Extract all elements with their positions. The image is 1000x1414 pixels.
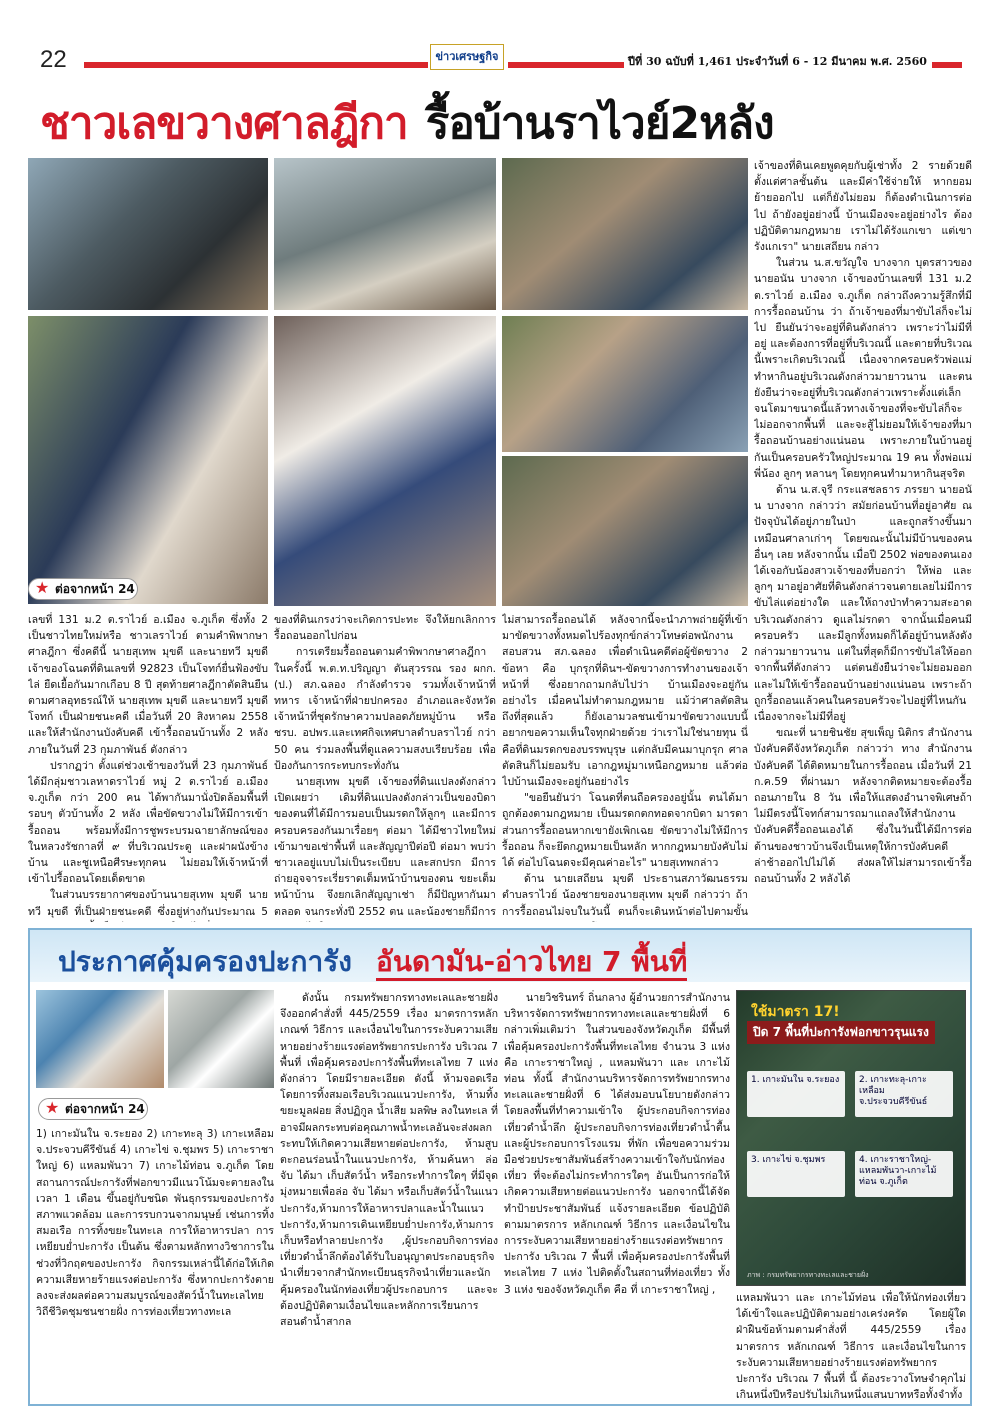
header-rule-left <box>84 62 428 68</box>
coral-column-3 <box>504 990 730 1400</box>
photo-officials-document <box>28 158 268 310</box>
article-paragraph: 1) เกาะมันใน จ.ระยอง 2) เกาะทะลุ 3) เกาะเหลือม จ.ประจวบคีรีขันธ์ 4) เกาะไข่ จ.ชุมพร 5) เกาะราชาใหญ่ 6) แหลมพันวา 7) เกาะไม้ท่อน จ.ภูเก็ต โดยสถานการณ์ปะการังที่ฟอกขาวมีแนวโน้มจะตายลงในเวลา 1 เดือน ขึ้นอยู่กับชนิด พันธุกรรมของปะการัง สภาพแวดล้อม และการรบกวนจากมนุษย์ เช่นการทิ้งสมอเรือ การทิ้งขยะในทะเล การให้อาหารปลา การเหยียบย่ำปะการัง เป็นต้น ซึ่งตามหลักทางวิชาการในช่วงที่วิกฤตของปะการัง กิจกรรมเหล่านี้ได้ก่อให้เกิดความเสียหายร้ายแรงต่อปะการัง ซึ่งหากปะการังตายลงจะส่งผลต่อความสมบูรณ์ของสัตว์น้ำในทะเลไทย วิถีชีวิตชุมชนชายฝั่ง การท่องเที่ยวทางทะเล <box>36 1128 274 1319</box>
header-rule-right <box>932 62 962 68</box>
photo-crowd-gathering <box>502 316 748 452</box>
photo-tourists-boat <box>36 990 164 1088</box>
main-headline <box>40 88 970 152</box>
coral-box-title-2-text: อันดามัน-อ่าวไทย 7 พื้นที่ <box>376 945 687 981</box>
article-paragraph: ไม่สามารถรื้อถอนได้ หลังจากนี้จะนำภาพถ่ายผู้ที่เข้ามาขัดขวางทั้งหมดไปร้องทุกข์กล่าวโทษต่อพนักงานสอบสวน สภ.ฉลอง เพื่อดำเนินคดีต่อผู้ขัดขวาง 2 ข้อหา คือ บุกรุกที่ดินฯ-ขัดขวางการทำงานของเจ้าหน้าที่ ซึ่งอยากถามกลับไปว่า บ้านเมืองจะอยู่กันอย่างไร เมื่อคนไม่ทำตามกฎหมาย แม้ว่าศาลตัดสินถึงที่สุดแล้ว ก็ยังเอามวลชนเข้ามาขัดขวางแบบนี้ อยากขอความเห็นใจทุกฝ่ายด้วย ว่าเราไม่ใช่นายทุน นี่คือที่ดินมรดกของบรรพบุรุษ แต่กลับมีคนมาบุกรุก ศาลตัดสินก็ไม่ยอมรับ เอากฎหมู่มาเหนือกฎหมาย แล้วต่อไปบ้านเมืองจะอยู่กันอย่างไร <box>502 614 748 789</box>
poster-headline: ใช้มาตรา 17! <box>751 1004 840 1020</box>
photo-woman-portrait <box>502 158 748 310</box>
photo-officers-group <box>28 316 268 604</box>
page-header <box>0 0 1000 84</box>
coral-poster <box>736 990 966 1286</box>
article-paragraph: ด้าน นายเสถียน มุขดี ประธานสภาวัฒนธรรม ตำบลราไวย์ น้องชายของนายสุเทพ มุขดี กล่าวว่า ถ้าการรื้อถอนไม่จบในวันนี้ ตนก็จะเดินหน้าต่อไปตามขั้น <box>502 873 748 918</box>
header-rule-mid <box>508 62 624 68</box>
continued-label: ต่อจากหน้า 24 <box>55 582 135 596</box>
coral-column-2 <box>280 990 498 1400</box>
article-paragraph: ดังนั้น กรมทรัพยากรทางทะเลและชายฝั่ง จึงออกคำสั่งที่ 445/2559 เรื่อง มาตรการหลักเกณฑ์ วิธีการ และเงื่อนไขในการระงับความเสียหายอย่างร้ายแรงต่อทรัพยากรปะการัง บริเวณ 7 พื้นที่ เพื่อคุ้มครองปะการังพื้นที่ทะเลไทย 7 แห่ง ดังกล่าว โดยมีรายละเอียด ดังนี้ ห้ามจอดเรือโดยการทิ้งสมอเรือบริเวณแนวปะการัง, ห้ามทิ้งขยะมูลฝอย สิ่งปฏิกูล น้ำเสีย มลพิษ ลงในทะเล ที่อาจมีผลกระทบต่อคุณภาพน้ำทะเลอันจะส่งผลกระทบให้เกิดความเสียหายต่อปะการัง, ห้ามสูบตะกอนร่อนน้ำในแนวปะการัง, ห้ามค้นหา ล่อ จับ ได้มา เก็บสัตว์น้ำ หรือกระทำการใดๆ ที่มีจุดมุ่งหมายเพื่อล่อ จับ ได้มา หรือเก็บสัตว์น้ำในแนวปะการัง,ห้ามการให้อาหารปลาและน้ำในแนวปะการัง,ห้ามการเดินเหยียบย่ำปะการัง,ห้ามการเก็บหรือทำลายปะการัง ,ผู้ประกอบกิจการท่องเที่ยวดำน้ำลึกต้องได้รับใบอนุญาตประกอบธุรกิจนำเที่ยวจากสำนักทะเบียนธุรกิจนำเที่ยวและนักคุ้มครองในนักท่องเที่ยวผู้ประกอบการ และจะต้องปฏิบัติตามเงื่อนไขและหลักการเรียนการสอนดำน้ำสากล <box>280 992 498 1329</box>
star-icon: ★ <box>45 1098 60 1117</box>
article-paragraph: เลขที่ 131 ม.2 ต.ราไวย์ อ.เมือง จ.ภูเก็ต ซึ่งทั้ง 2 เป็นชาวไทยใหม่หรือ ชาวเลราไวย์ ตามคำพิพากษา ศาลฎีกา ซึ่งคดีนี้ นายสุเทพ มุขดี และนายทวี มุขดี เจ้าของโฉนดที่ดินเลขที่ 92823 เป็นโจทก์ยื่นฟ้องขับไล่ ยืดเยื้อกันมากเกือบ 8 ปี สุดท้ายศาลฎีกาตัดสินยืนตามศาลอุทธรณ์ให้ นายสุเทพ มุขดี และนายทวี มุขดี โจทก์ เป็นฝ่ายชนะคดี เมื่อวันที่ 20 สิงหาคม 2558 และให้สำนักงานบังคับคดี เข้ารื้อถอนบ้านทั้ง 2 หลังภายในวันที่ 23 กุมภาพันธ์ ดังกล่าว <box>28 614 268 756</box>
poster-subheadline: ปิด 7 พื้นที่ปะการังฟอกขาวรุนแรง <box>747 1021 935 1044</box>
article-paragraph: ขณะที่ นายชินชัย สุขเพ็ญ นิติกร สำนักงานบังคับคดีจังหวัดภูเก็ต กล่าวว่า ทาง สำนักงานบังคับคดี ได้ติดหมายในการรื้อถอน เมื่อวันที่ 21 ก.ค.59 ที่ผ่านมา หลังจากติดหมายจะต้องรื้อถอนภายใน 8 วัน เพื่อให้แสดงอำนาจพิเศษถ้าไม่มีตรงนี้โจทก์สามารถมาแถลงให้สำนักงานบังคับคดีรื้อถอนเองได้ ซึ่งในวันนี้ได้มีการต่อต้านของชาวบ้านจึงเป็นเหตุให้การบังคับคดีล่าช้าออกไปไม่ได้ ส่งผลให้ไม่สามารถเข้ารื้อถอนบ้านทั้ง 2 หลังได้ <box>754 727 972 885</box>
article-paragraph: เจ้าของที่ดินเคยพูดคุยกับผู้เช่าทั้ง 2 รายด้วยดีตั้งแต่ศาลชั้นต้น และมีค่าใช้จ่ายให้ หากยอมย้ายออกไป แต่ก็ยังไม่ยอม ก็ต้องดำเนินการต่อไป ถ้ายังอยู่อย่างนี้ บ้านเมืองจะอยู่อย่างไร ต้องปฏิบัติตามกฎหมาย เราไม่ได้รังแกเขา แต่เขารังแกเรา" นายเสถียน กล่าว <box>754 160 972 254</box>
headline-part1: ชาวเลขวางศาลฎีกา <box>40 98 408 149</box>
coral-column-4 <box>736 1290 966 1402</box>
headline-part2: รื้อบ้านราไวย์2หลัง <box>425 98 774 149</box>
article-column-2 <box>274 612 496 922</box>
poster-area-1: 1. เกาะมันใน จ.ระยอง <box>747 1071 845 1117</box>
article-column-1 <box>28 612 268 922</box>
poster-area-4: 4. เกาะราชาใหญ่-แหลมพันวา-เกาะไม้ท่อน จ.ภูเก็ต <box>855 1151 953 1197</box>
masthead-logo: ข่าวเศรษฐกิจ <box>430 44 504 70</box>
coral-column-1 <box>36 1126 274 1400</box>
article-column-3 <box>502 612 748 922</box>
article-paragraph: "ขอยืนยันว่า โฉนดที่ตนถือครองอยู่นั้น ตนได้มาถูกต้องตามกฎหมาย เป็นมรดกตกทอดจากบิดา มารดา ส่วนการรื้อถอนหากเขายังเพิกเฉย ขัดขวางไม่ให้มีการรื้อถอน ก็จะยึดกฎหมายเป็นหลัก หากกฎหมายบังคับไม่ได้ ต่อไปโฉนดจะมีคุณค่าอะไร" นายสุเทพกล่าว <box>502 792 748 870</box>
article-paragraph: นายสุเทพ มุขดี เจ้าของที่ดินแปลงดังกล่าวเปิดเผยว่า เดิมที่ดินแปลงดังกล่าวเป็นของบิดาของตนที่ได้มีการมอบเป็นมรดกให้ลูกๆ และมีการครอบครองกันมาเรื่อยๆ ต่อมา ได้มีชาวไทยใหม่เข้ามาขอเช่าพื้นที่ และสัญญาปีต่อปี ต่อมา พบว่าชาวเลอยู่แบบไม่เป็นระเบียบ และสกปรก มีการถ่ายอุจจาระเรี่ยราดเต็มหน้าบ้านของตน ขยะเต็มหน้าบ้าน จึงยกเลิกสัญญาเช่า ก็มีปัญหากันมาตลอด จนกระทั่งปี 2552 ตน และน้องชายก็มีการ <box>274 776 496 918</box>
article-paragraph: การเตรียมรื้อถอนตามคำพิพากษาศาลฎีกาในครั้งนี้ พ.ต.ท.ปริญญา ตันสุวรรณ รอง ผกก.(ป.) สภ.ฉลอง กำลังตำรวจ รวมทั้งเจ้าหน้าที่ทหาร เจ้าหน้าที่ฝ่ายปกครอง อำเภอและจังหวัด เจ้าหน้าที่ชุดรักษาความปลอดภัยหมู่บ้าน หรือ ชรบ. อปพร.และเทศกิจเทศบาลตำบลราไวย์ กว่า 50 คน ร่วมลงพื้นที่ดูแลความสงบเรียบร้อย เพื่อป้องกันการกระทบกระทั่งกัน <box>274 646 496 772</box>
continued-from-page-badge <box>28 578 138 600</box>
poster-credit: ภาพ : กรมทรัพยากรทางทะเลและชายฝั่ง <box>747 1271 869 1279</box>
article-paragraph: ในส่วน น.ส.ขวัญใจ บางจาก บุตรสาวของ นายอนัน บางจาก เจ้าของบ้านเลขที่ 131 ม.2 ต.ราไวย์ อ.เมือง จ.ภูเก็ต กล่าวถึงความรู้สึกที่มีการรื้อถอนบ้าน ว่า ถ้าเจ้าของที่มาขับไล่ก็จะไม่ไป ยืนยันว่าจะอยู่ที่ดินดังกล่าว เพราะว่าไม่มีที่อยู่ และต้องการที่อยู่ที่บริเวณนี้ และตายที่บริเวณนี้เพราะเกิดบริเวณนี้ เนื่องจากครอบครัวพ่อแม่ทำหากินอยู่บริเวณดังกล่าวมายาวนาน และตนยังยืนว่าจะอยู่ที่บริเวณดังกล่าวเพราะตั้งแต่เล็กจนโตมาขนาดนี้แล้วทางเจ้าของที่จะขับไล่ก็จะไม่ออกจากพื้นที่ และจะสู้ไม่ยอมให้เจ้าของที่มารื้อถอนบ้านอย่างแน่นอน เพราะภายในบ้านอยู่กันเป็นครอบครัวใหญ่ประมาณ 19 คน ทั้งพ่อแม่ พี่น้อง ลูกๆ หลานๆ โดยทุกคนทำมาหากินสุจริต <box>754 257 972 480</box>
issue-info: ปีที่ 30 ฉบับที่ 1,461 ประจำวันที่ 6 - 12 มีนาคม พ.ศ. 2560 <box>628 55 927 68</box>
article-paragraph: ด้าน น.ส.จุรี กระแสชลธาร ภรรยา นายอนัน บางจาก กล่าวว่า สมัยก่อนบ้านที่อยู่อาศัย ณ ปัจจุบันได้อยู่ภายในป่า และถูกสร้างขึ้นมาเหมือนศาลาเก่าๆ โดยขณะนั้นไม่มีบ้านของคนอื่นๆ เลย หลังจากนั้น เมื่อปี 2502 พ่อของตนเองได้เจอกับน้องสาวเจ้าของที่บอกว่า ให้พ่อ และลูกๆ มาอยู่อาศัยที่ดินดังกล่าวจนตายเลยไม่มีการขับไล่แต่อย่างใด และให้ถางป่าทำความสะอาดบริเวณดังกล่าว ดูแลไม่รกตา จากนั้นเมื่อคนมีครอบครัว และมีลูกทั้งหมดก็ได้อยู่บ้านหลังดังกล่าวมายาวนาน แต่ในที่สุดก็มีการขับไล่ให้ออกจากพื้นที่ดังกล่าว แต่ตนยังยืนว่าจะไม่ยอมออกและไม่ให้เข้ารื้อถอนบ้านอย่างแน่นอน เพราะถ้าถูกรื้อถอนแล้วคนในครอบครัวจะไปอยู่ที่ไหนกันเนื่องจากจะไม่มีที่อยู่ <box>754 484 972 723</box>
star-icon: ★ <box>35 578 50 597</box>
coral-continued-badge <box>38 1098 148 1120</box>
poster-area-2: 2. เกาะทะลุ-เกาะเหลือม จ.ประจวบคีรีขันธ์ <box>855 1071 953 1117</box>
photo-bleached-coral <box>168 990 274 1088</box>
article-column-4 <box>754 158 972 922</box>
article-paragraph: ในส่วนบรรยากาศของบ้านนายสุเทพ มุขดี นายทวี มุขดี ที่เป็นฝ่ายชนะคดี ซึ่งอยู่ห่างกันประมาณ 5 <box>28 889 268 918</box>
article-paragraph: ปรากฏว่า ตั้งแต่ช่วงเช้าของวันที่ 23 กุมภาพันธ์ ได้มีกลุ่มชาวเลหาดราไวย์ หมู่ 2 ต.ราไวย์ อ.เมือง จ.ภูเก็ต กว่า 200 คน ได้พากันมานั่งปิดล้อมพื้นที่รอบๆ ตัวบ้านทั้ง 2 หลัง เพื่อขัดขวางไม่ให้มีการเข้ารื้อถอน พร้อมทั้งมีการชูพระบรมฉายาลักษณ์ของในหลวงรัชกาลที่ ๙ ที่บริเวณประตู และฝาผนังข้างบ้าน และชูเหนือศีรษะทุกคน ไม่ยอมให้เจ้าหน้าที่เข้าไปรื้อถอนโดยเด็ดขาด <box>28 759 268 886</box>
photo-crowd-seated <box>502 456 748 606</box>
page-number: 22 <box>40 46 67 73</box>
article-paragraph: แหลมพันวา และ เกาะไม้ท่อน เพื่อให้นักท่องเที่ยว ได้เข้าใจและปฏิบัติตามอย่างเคร่งครัด โดยผู้ใดฝ่าฝืนข้อห้ามตามคำสั่งที่ 445/2559 เรื่อง มาตรการ หลักเกณฑ์ วิธีการ และเงื่อนไขในการระงับความเสียหายอย่างร้ายแรงต่อทรัพยากรปะการัง บริเวณ 7 พื้นที่ นี้ ต้องระวางโทษจำคุกไม่เกินหนึ่งปีหรือปรับไม่เกินหนึ่งแสนบาทหรือทั้งจำทั้ง <box>736 1292 966 1402</box>
coral-box-title-2 <box>376 940 687 984</box>
continued-label: ต่อจากหน้า 24 <box>65 1102 145 1116</box>
article-paragraph: ของที่ดินเกรงว่าจะเกิดการปะทะ จึงให้ยกเลิกการรื้อถอนออกไปก่อน <box>274 614 496 643</box>
photo-schoolgirl-portrait <box>274 316 496 606</box>
coral-box-title-1: ประกาศคุ้มครองปะการัง <box>58 945 352 978</box>
poster-area-3: 3. เกาะไข่ จ.ชุมพร <box>747 1151 845 1197</box>
article-paragraph: นายวิชรินทร์ ถิ่นกลาง ผู้อำนวยการสำนักงานบริหารจัดการทรัพยากรทางทะเลและชายฝั่งที่ 6 กล่าวเพิ่มเติมว่า ในส่วนของจังหวัดภูเก็ต มีพื้นที่เพื่อคุ้มครองปะการังพื้นที่ทะเลไทย จำนวน 3 แห่ง คือ เกาะราชาใหญ่ , แหลมพันวา และ เกาะไม้ท่อน ทั้งนี้ สำนักงานบริหารจัดการทรัพยากรทางทะเลและชายฝั่งที่ 6 ได้ส่งมอบนโยบายดังกล่าว โดยลงพื้นที่ทำความเข้าใจ ผู้ประกอบกิจการท่องเที่ยวดำน้ำลึก ผู้ประกอบกิจการท่องเที่ยวดำน้ำตื้น และผู้ประกอบการโรงแรม ที่พัก เพื่อขอความร่วมมือช่วยประชาสัมพันธ์สร้างความเข้าใจกับนักท่องเที่ยว ที่จะต้องไม่กระทำการใดๆ อันเป็นการก่อให้เกิดความเสียหายต่อแนวปะการัง นอกจากนี้ได้จัดทำป้ายประชาสัมพันธ์ แจ้งรายละเอียด ข้อปฏิบัติ ตามมาตรการ หลักเกณฑ์ วิธีการ และเงื่อนไขในการระงับความเสียหายอย่างร้ายแรงต่อทรัพยากรปะการัง บริเวณ 7 พื้นที่ เพื่อคุ้มครองปะการังพื้นที่ทะเลไทย 7 แห่ง ไปติดตั้งในสถานที่ท่องเที่ยว ทั้ง 3 แห่ง ของจังหวัดภูเก็ต คือ ที่ เกาะราชาใหญ่ , <box>504 992 730 1296</box>
photo-elder-certificate <box>274 158 496 310</box>
